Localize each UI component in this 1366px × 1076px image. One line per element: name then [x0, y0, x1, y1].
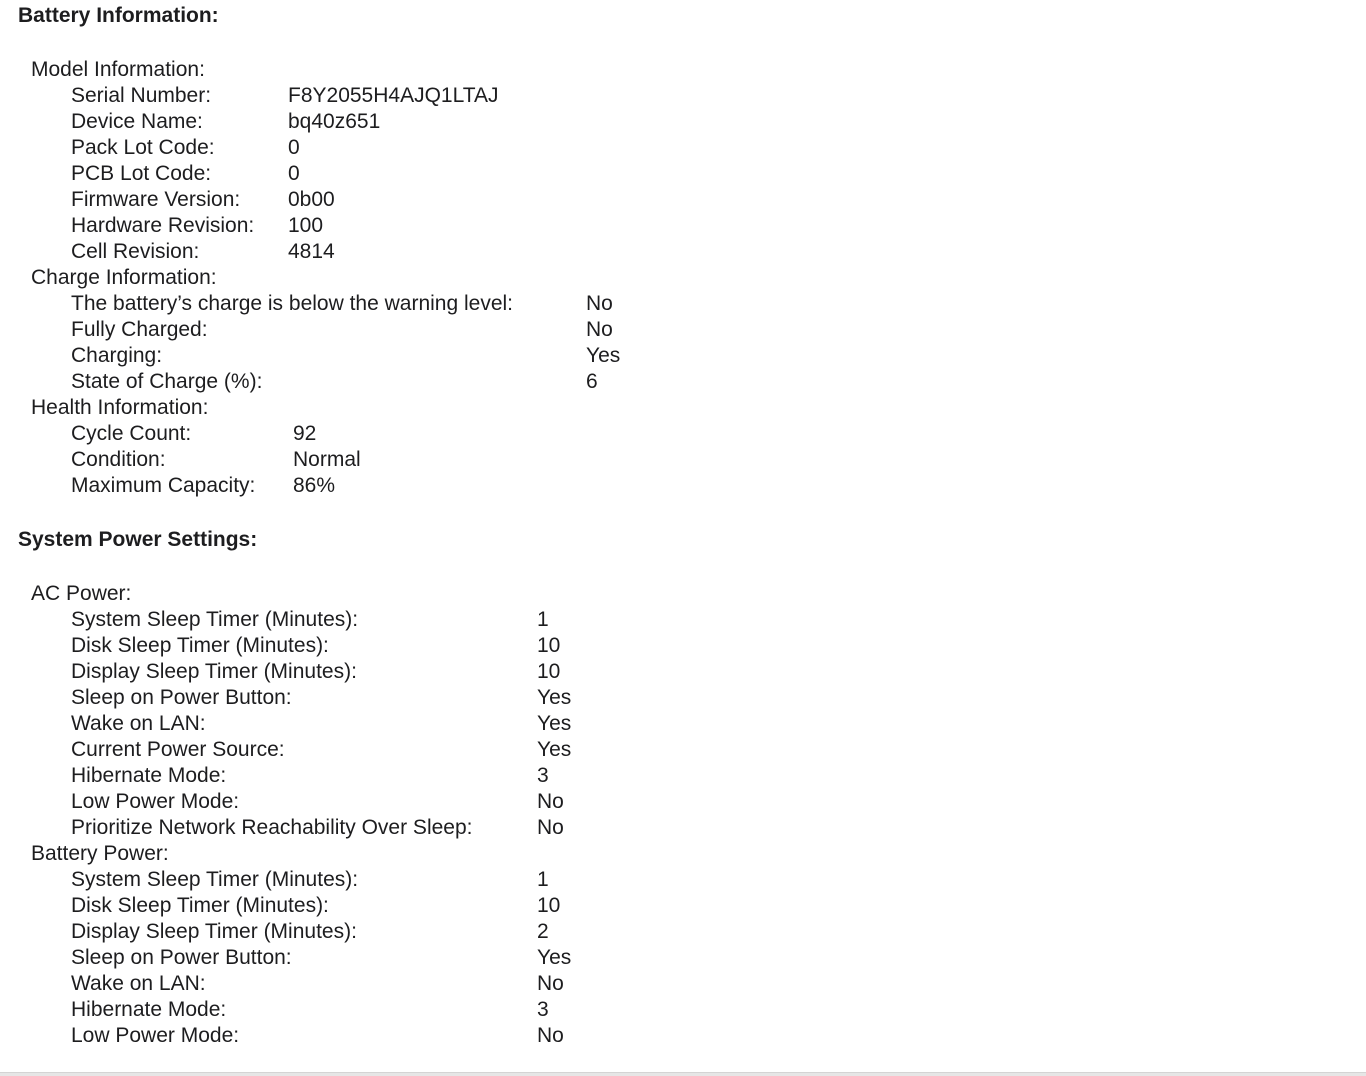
- info-row-value: Normal: [293, 448, 361, 471]
- info-row-value: 1: [537, 608, 549, 631]
- info-row-key: Cycle Count:: [71, 422, 192, 445]
- info-row-key: Cell Revision:: [71, 240, 200, 263]
- charge-information-label: Charge Information:: [31, 266, 217, 289]
- info-row-key: Sleep on Power Button:: [71, 946, 292, 969]
- info-row-value: F8Y2055H4AJQ1LTAJ: [288, 84, 499, 107]
- battery-power-label: Battery Power:: [31, 842, 169, 865]
- info-row-value: Yes: [537, 712, 572, 735]
- info-row-key: Pack Lot Code:: [71, 136, 215, 159]
- info-row-value: No: [537, 790, 564, 813]
- info-row-key: Hardware Revision:: [71, 214, 255, 237]
- info-row-key: Device Name:: [71, 110, 203, 133]
- info-row-key: Charging:: [71, 344, 163, 367]
- info-row-key: Serial Number:: [71, 84, 212, 107]
- info-row-value: Yes: [537, 686, 572, 709]
- info-row-key: Condition:: [71, 448, 166, 471]
- model-information-label: Model Information:: [31, 58, 205, 81]
- info-row-value: No: [586, 292, 613, 315]
- info-row-key: Wake on LAN:: [71, 972, 206, 995]
- system-power-settings-heading: System Power Settings:: [18, 528, 258, 551]
- info-row-key: Current Power Source:: [71, 738, 285, 761]
- bottom-divider: [0, 1072, 1366, 1076]
- info-row-value: 0: [288, 136, 300, 159]
- info-row-key: Disk Sleep Timer (Minutes):: [71, 894, 329, 917]
- info-row-value: No: [586, 318, 613, 341]
- info-row-key: Maximum Capacity:: [71, 474, 256, 497]
- info-row-value: 3: [537, 764, 549, 787]
- health-information-label: Health Information:: [31, 396, 209, 419]
- info-row-value: No: [537, 816, 564, 839]
- ac-power-label: AC Power:: [31, 582, 132, 605]
- info-row-key: Hibernate Mode:: [71, 764, 227, 787]
- info-row-value: 1: [537, 868, 549, 891]
- info-row-key: Low Power Mode:: [71, 790, 240, 813]
- info-row-value: Yes: [586, 344, 621, 367]
- info-row-value: 100: [288, 214, 324, 237]
- info-row-value: Yes: [537, 946, 572, 969]
- info-row-key: Firmware Version:: [71, 188, 241, 211]
- info-row-key: Prioritize Network Reachability Over Sleep:: [71, 816, 473, 839]
- info-row-value: 6: [586, 370, 598, 393]
- info-row-key: Disk Sleep Timer (Minutes):: [71, 634, 329, 657]
- info-row-value: 0b00: [288, 188, 335, 211]
- info-row-value: 10: [537, 660, 561, 683]
- info-row-value: 10: [537, 634, 561, 657]
- info-row-key: Sleep on Power Button:: [71, 686, 292, 709]
- info-row-key: State of Charge (%):: [71, 370, 263, 393]
- info-row-key: The battery’s charge is below the warning level:: [71, 292, 514, 315]
- info-row-value: 10: [537, 894, 561, 917]
- info-row-value: 0: [288, 162, 300, 185]
- info-row-key: Display Sleep Timer (Minutes):: [71, 660, 357, 683]
- info-row-key: System Sleep Timer (Minutes):: [71, 868, 359, 891]
- info-row-value: 4814: [288, 240, 335, 263]
- info-row-value: 92: [293, 422, 317, 445]
- info-row-key: PCB Lot Code:: [71, 162, 212, 185]
- info-row-value: 3: [537, 998, 549, 1021]
- info-row-value: 86%: [293, 474, 336, 497]
- info-row-value: No: [537, 972, 564, 995]
- info-row-value: No: [537, 1024, 564, 1047]
- info-row-value: Yes: [537, 738, 572, 761]
- info-row-key: Low Power Mode:: [71, 1024, 240, 1047]
- info-row-key: Hibernate Mode:: [71, 998, 227, 1021]
- info-row-key: Fully Charged:: [71, 318, 208, 341]
- info-row-key: System Sleep Timer (Minutes):: [71, 608, 359, 631]
- info-row-value: bq40z651: [288, 110, 381, 133]
- battery-information-heading: Battery Information:: [18, 4, 219, 27]
- info-row-value: 2: [537, 920, 549, 943]
- info-row-key: Wake on LAN:: [71, 712, 206, 735]
- info-row-key: Display Sleep Timer (Minutes):: [71, 920, 357, 943]
